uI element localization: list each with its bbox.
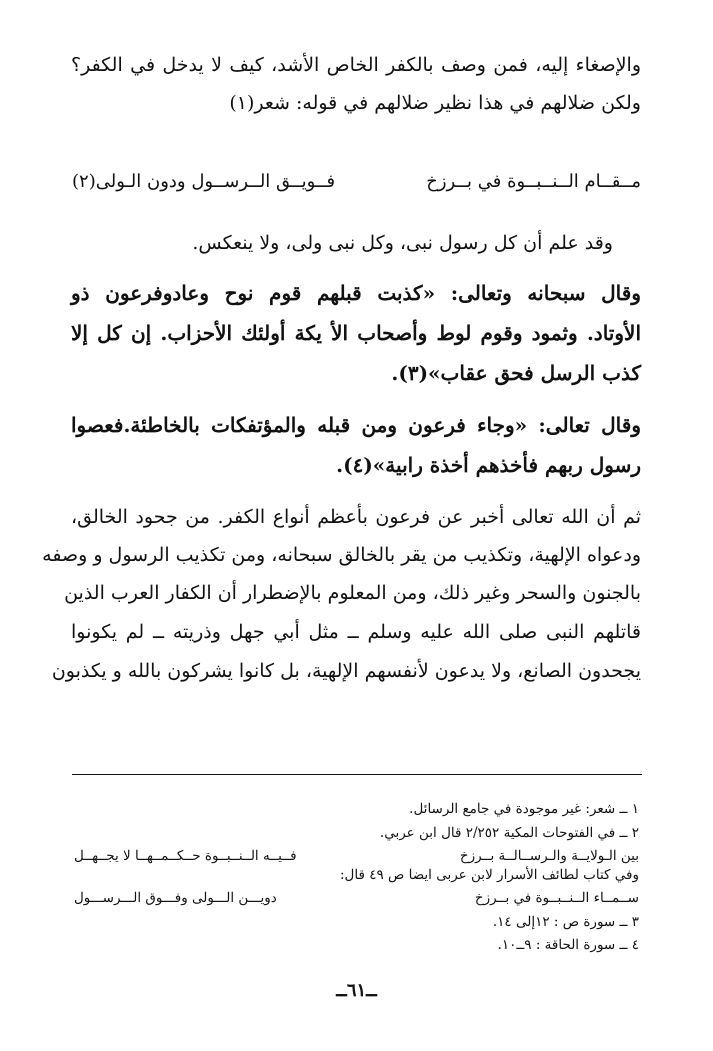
text-line-3: وقد علم أن كل رسول نبى، وكل نبى ولى، ولا ينعكس. (192, 232, 613, 254)
para-3-line-2: ودعواه الإلهية، وتكذيب من يقر بالخالق سبحانه، ومن تكذيب الرسول و وصفه (42, 544, 641, 566)
footnote-3: ٣ ــ سورة ص : ١٢إلى ١٤. (492, 914, 639, 930)
page-number: ــ٦١ــ (336, 980, 377, 1001)
quote-2-line-2: رسول ربهم فأخذهم أخذة رابية»(٤). (336, 453, 641, 477)
para-3-line-4: قاتلهم النبى صلى الله عليه وسلم ــ مثل أبي جهل وذريته ــ لم يكونوا (71, 621, 641, 643)
text-line-2: ولكن ضلالهم في هذا نظير ضلالهم في قوله: شعر(١) (229, 92, 641, 114)
footnote-source-intro: وفي كتاب لطائف الأسرار لابن عربى ايضا ص ٤٩ قال: (339, 867, 639, 883)
footnote-verse-2-right: ســمــاء الــنــبــوة في بــرزخ (474, 890, 639, 906)
quote-1-line-2: الأوتاد. وثمود وقوم لوط وأصحاب الأ يكة أولئك الأحزاب. إن كل إلا (71, 321, 641, 345)
para-3-line-1: ثم أن الله تعالى أخبر عن فرعون بأعظم أنواع الكفر. من جحود الخالق، (71, 506, 641, 528)
footnote-verse-1-left: فــيــه الــنــبــوة حــكــمــهــا لا يجــهــل (74, 848, 297, 864)
verse-right-hemistich: مــقــام الــنــبــوة في بــرزخ (426, 171, 641, 192)
quote-1-line-3: كذب الرسل فحق عقاب»(٣). (391, 361, 641, 385)
footnote-2: ٢ ــ في الفتوحات المكية ٢/٢٥٢ قال ابن عربي. (379, 825, 639, 841)
footnote-separator (72, 774, 642, 775)
verse-left-hemistich: فــويــق الــرســول ودون الـولى(٢) (72, 171, 336, 192)
footnote-verse-1-right: بين الـولايــة والـرســالــة بــرزخ (459, 848, 639, 864)
footnote-1: ١ ــ شعر: غير موجودة في جامع الرسائل. (409, 801, 639, 817)
quote-2-line-1: وقال تعالى: «وجاء فرعون ومن قبله والمؤتفكات بالخاطئة.فعصوا (71, 413, 641, 437)
para-3-line-3: بالجنون والسحر وغير ذلك، ومن المعلوم بالإضطرار أن الكفار العرب الذين (64, 582, 641, 604)
footnote-verse-2-left: دويـــن الـــولى وفـــوق الـــرســـول (74, 890, 277, 906)
quote-1-line-1: وقال سبحانه وتعالى: «كذبت قبلهم قوم نوح وعادوفرعون ذو (71, 281, 641, 305)
para-3-line-5: يجحدون الصانع، ولا يدعون لأنفسهم الإلهية، بل كانوا يشركون بالله و يكذبون (51, 660, 641, 682)
footnote-4: ٤ ــ سورة الحاقة : ٩ــ١٠. (497, 937, 639, 953)
text-line-1: والإصغاء إليه، فمن وصف بالكفر الخاص الأشد، كيف لا يدخل في الكفر؟ (71, 54, 641, 76)
